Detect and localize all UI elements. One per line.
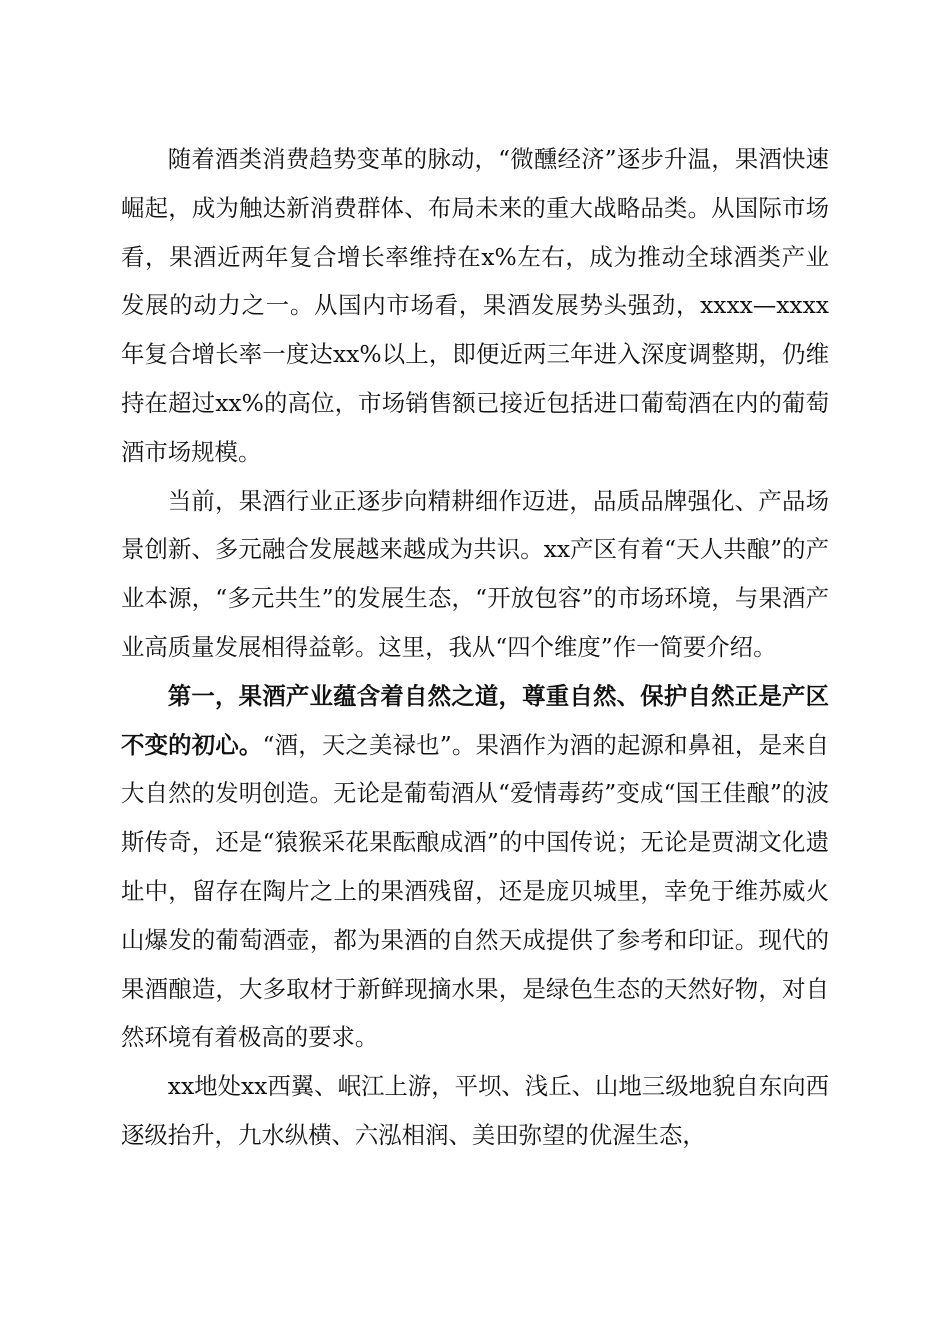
- paragraph-text: xx地处xx西翼、岷江上游，平坝、浅丘、山地三级地貌自东向西逐级抬升，九水纵横、六泓相润、美田弥望的优渥生态，: [121, 1072, 829, 1149]
- paragraph-text: 随着酒类消费趋势变革的脉动，“微醺经济”逐步升温，果酒快速崛起，成为触达新消费群体、布局未来的重大战略品类。从国际市场看，果酒近两年复合增长率维持在x%左右，成为推动全球酒类产业发展的动力之一。从国内市场看，果酒发展势头强劲，xxxx—xxxx年复合增长率一度达xx%以上，即便近两三年进入深度调整期，仍维持在超过xx%的高位，市场销售额已接近包括进口葡萄酒在内的葡萄酒市场规模。: [121, 145, 829, 466]
- paragraph-text: “酒，天之美禄也”。果酒作为酒的起源和鼻祖，是来自大自然的发明创造。无论是葡萄酒从“爱情毒药”变成“国王佳酿”的波斯传奇，还是“猿猴采花果酝酿成酒”的中国传说；无论是贾湖文化遗址中，留存在陶片之上的果酒残留，还是庞贝城里，幸免于维苏威火山爆发的葡萄酒壶，都为果酒的自然天成提供了参考和印证。现代的果酒酿造，大多取材于新鲜现摘水果，是绿色生态的天然好物，对自然环境有着极高的要求。: [121, 730, 829, 1052]
- paragraph-geography: [121, 1062, 829, 1160]
- document-body: [121, 135, 829, 1160]
- paragraph-first-dimension: [121, 672, 829, 1062]
- paragraph-text: 当前，果酒行业正逐步向精耕细作迈进，品质品牌强化、产品场景创新、多元融合发展越来越成为共识。xx产区有着“天人共酿”的产业本源，“多元共生”的发展生态，“开放包容”的市场环境，与果酒产业高质量发展相得益彰。这里，我从“四个维度”作一简要介绍。: [121, 486, 829, 661]
- paragraph-industry-trend: [121, 477, 829, 672]
- paragraph-lead-sentence: 第一，果酒产业蕴含着自然之道，尊重自然、保护自然正是产区不变的初心。: [121, 681, 829, 759]
- paragraph-market-overview: [121, 135, 829, 477]
